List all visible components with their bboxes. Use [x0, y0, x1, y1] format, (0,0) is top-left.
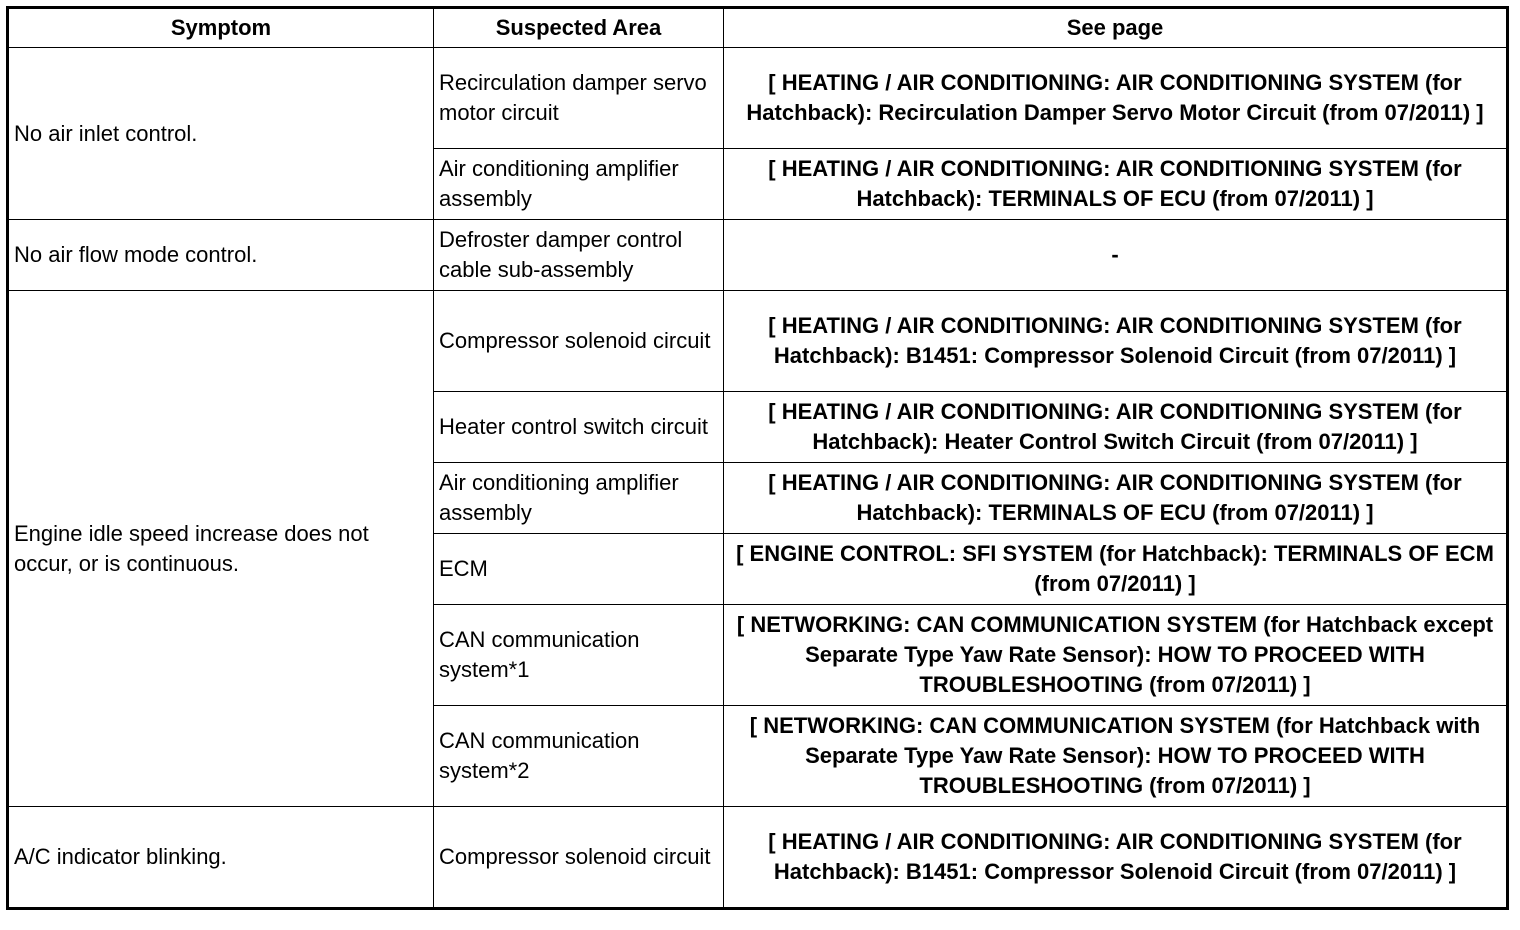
header-suspected-area: Suspected Area — [434, 8, 724, 48]
suspected-area-cell: Compressor solenoid circuit — [434, 291, 724, 392]
suspected-area-cell: Compressor solenoid circuit — [434, 807, 724, 909]
see-page-link[interactable]: [ HEATING / AIR CONDITIONING: AIR CONDITIONING SYSTEM (for Hatchback): Heater Control Switch Circuit (from 07/2011) ] — [724, 392, 1508, 463]
suspected-area-cell: Air conditioning amplifier assembly — [434, 149, 724, 220]
see-page-link[interactable]: [ HEATING / AIR CONDITIONING: AIR CONDITIONING SYSTEM (for Hatchback): B1451: Compressor Solenoid Circuit (from 07/2011) ] — [724, 291, 1508, 392]
see-page-link[interactable]: [ HEATING / AIR CONDITIONING: AIR CONDITIONING SYSTEM (for Hatchback): TERMINALS OF ECU (from 07/2011) ] — [724, 463, 1508, 534]
symptom-cell: A/C indicator blinking. — [8, 807, 434, 909]
suspected-area-cell: Defroster damper control cable sub-assembly — [434, 220, 724, 291]
table-row — [8, 48, 1508, 149]
table-row — [8, 220, 1508, 291]
suspected-area-cell: Heater control switch circuit — [434, 392, 724, 463]
suspected-area-cell: Recirculation damper servo motor circuit — [434, 48, 724, 149]
see-page-link[interactable]: [ NETWORKING: CAN COMMUNICATION SYSTEM (for Hatchback with Separate Type Yaw Rate Sensor): HOW TO PROCEED WITH TROUBLESHOOTING (from 07/2011) ] — [724, 706, 1508, 807]
problem-symptoms-table — [6, 6, 1509, 910]
suspected-area-cell: ECM — [434, 534, 724, 605]
header-see-page: See page — [724, 8, 1508, 48]
see-page-link[interactable]: [ NETWORKING: CAN COMMUNICATION SYSTEM (for Hatchback except Separate Type Yaw Rate Sensor): HOW TO PROCEED WITH TROUBLESHOOTING (from 07/2011) ] — [724, 605, 1508, 706]
table-row — [8, 807, 1508, 909]
table-header-row — [8, 8, 1508, 48]
see-page-link[interactable]: [ HEATING / AIR CONDITIONING: AIR CONDITIONING SYSTEM (for Hatchback): Recirculation Damper Servo Motor Circuit (from 07/2011) ] — [724, 48, 1508, 149]
symptom-cell: No air inlet control. — [8, 48, 434, 220]
suspected-area-cell: CAN communication system*2 — [434, 706, 724, 807]
see-page-link[interactable]: [ HEATING / AIR CONDITIONING: AIR CONDITIONING SYSTEM (for Hatchback): B1451: Compressor Solenoid Circuit (from 07/2011) ] — [724, 807, 1508, 909]
see-page-link[interactable]: [ ENGINE CONTROL: SFI SYSTEM (for Hatchback): TERMINALS OF ECM (from 07/2011) ] — [724, 534, 1508, 605]
table-row — [8, 291, 1508, 392]
symptom-cell: Engine idle speed increase does not occur, or is continuous. — [8, 291, 434, 807]
symptom-cell: No air flow mode control. — [8, 220, 434, 291]
see-page-text: - — [724, 220, 1508, 291]
suspected-area-cell: CAN communication system*1 — [434, 605, 724, 706]
see-page-link[interactable]: [ HEATING / AIR CONDITIONING: AIR CONDITIONING SYSTEM (for Hatchback): TERMINALS OF ECU (from 07/2011) ] — [724, 149, 1508, 220]
suspected-area-cell: Air conditioning amplifier assembly — [434, 463, 724, 534]
header-symptom: Symptom — [8, 8, 434, 48]
